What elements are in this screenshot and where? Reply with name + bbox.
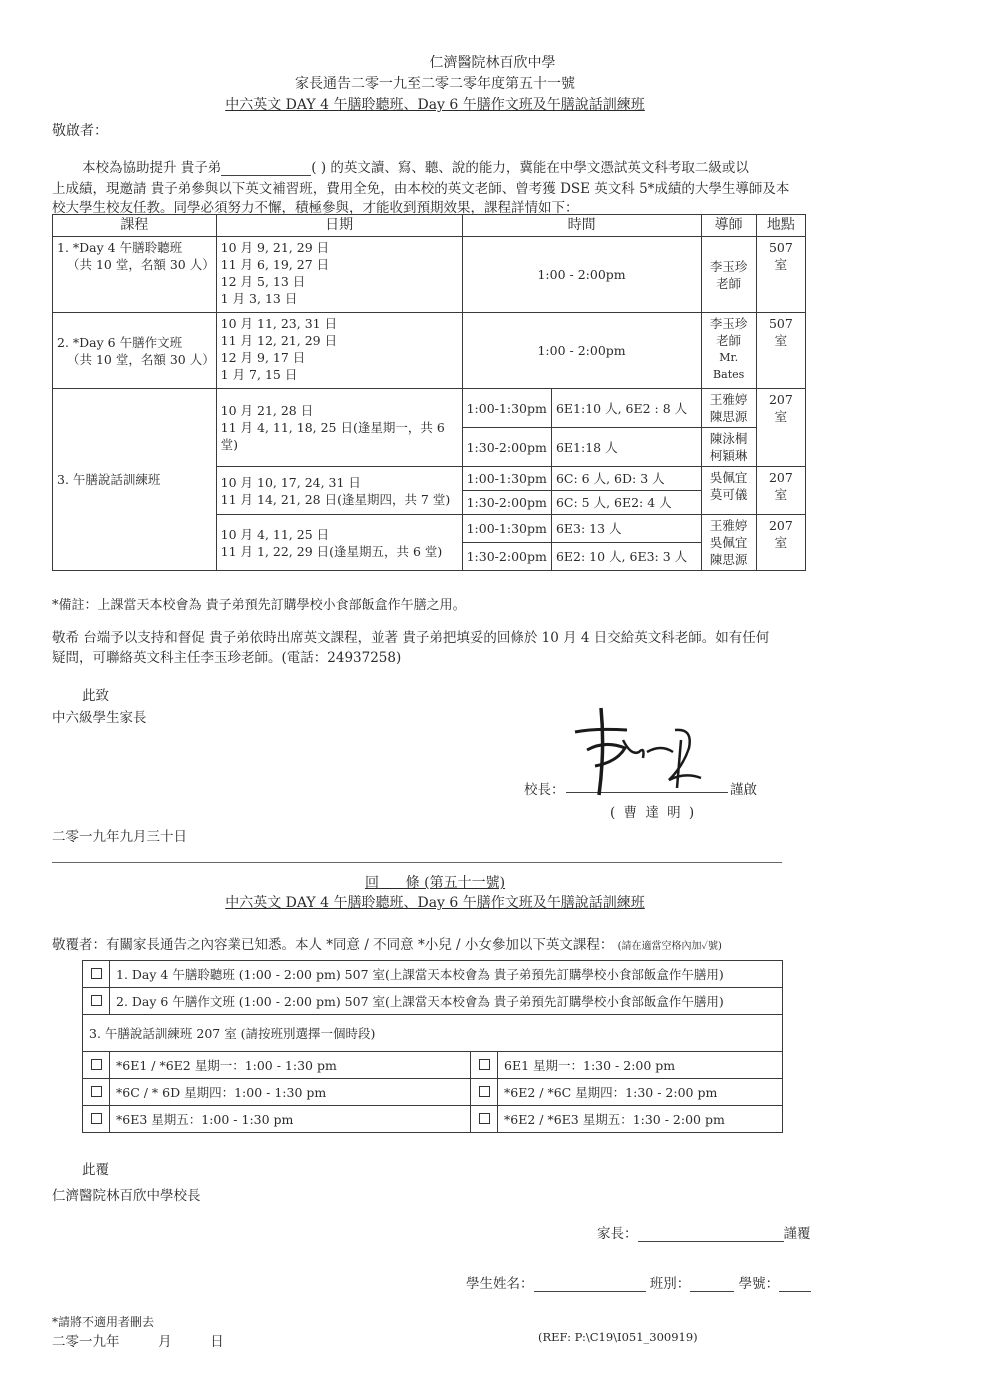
course-3-g1-tutor-1: 王雅婷 陳思源 <box>701 389 756 428</box>
header-date: 日期 <box>216 215 462 237</box>
course-3-g3-dates: 10 月 4, 11, 25 日 11 月 1, 22, 29 日(逢星期五，共 6 堂) <box>216 515 462 571</box>
slot-row <box>83 1079 783 1106</box>
slot-thu-1-label: *6C / * 6D 星期四：1:00 - 1:30 pm <box>110 1079 471 1106</box>
reply-title: 回 條 (第五十一號) <box>364 875 506 891</box>
slot-thu-2-label: *6E2 / *6C 星期四：1:30 - 2:00 pm <box>498 1079 783 1106</box>
course-3-g1-classes-1: 6E1:10 人, 6E2 : 8 人 <box>551 389 701 428</box>
table-row <box>53 389 806 428</box>
slot-row <box>83 1106 783 1133</box>
course-1-room: 507 室 <box>756 237 805 313</box>
student-name-field[interactable] <box>534 1277 646 1292</box>
notice-date: 二零一九年九月三十日 <box>52 829 187 845</box>
course-3-g1-classes-2: 6E1:18 人 <box>551 428 701 467</box>
reply-option-2[interactable] <box>83 988 783 1015</box>
checkbox-option-2[interactable] <box>83 988 110 1015</box>
intro-line-1: 本校為協助提升 貴子弟 ( ) 的英文讀、寫、聽、說的能力，冀能在中學文憑試英文科考取二級或以 <box>82 160 749 176</box>
table-row <box>53 313 806 389</box>
checkbox-slot-thu-2[interactable] <box>471 1079 498 1106</box>
reply-intro: 敬覆者：有關家長通告之內容業已知悉。本人 *同意 / 不同意 *小兒 / 小女參加以下英文課程： (請在適當空格內加✓號) <box>52 937 722 953</box>
slot-fri-1-label: *6E3 星期五：1:00 - 1:30 pm <box>110 1106 471 1133</box>
checkbox-slot-thu-1[interactable] <box>83 1079 110 1106</box>
reply-to: 仁濟醫院林百欣中學校長 <box>52 1188 201 1204</box>
school-name: 仁濟醫院林百欣中學 <box>429 55 556 71</box>
course-3-g2-tutor: 吳佩宜 莫可儀 <box>701 467 756 515</box>
course-1-tutor: 李玉珍 老師 <box>701 237 756 313</box>
student-info-row: 學生姓名： 班別： 學號： <box>466 1272 811 1292</box>
header-tutor: 導師 <box>701 215 756 237</box>
course-3-g1-room: 207 室 <box>756 389 805 467</box>
class-field[interactable] <box>690 1277 734 1292</box>
course-table <box>52 214 806 571</box>
parent-signature-row: 家長： 謹覆 <box>597 1226 811 1242</box>
parent-signature-field[interactable] <box>638 1227 784 1242</box>
reply-option-1[interactable] <box>83 961 783 988</box>
slot-row <box>83 1052 783 1079</box>
ci-fu: 此覆 <box>82 1162 109 1178</box>
reply-subject: 中六英文 DAY 4 午膳聆聽班、Day 6 午膳作文班及午膳說話訓練班 <box>225 895 645 911</box>
notice-subject: 中六英文 DAY 4 午膳聆聽班、Day 6 午膳作文班及午膳說話訓練班 <box>225 97 645 113</box>
checkbox-slot-fri-2[interactable] <box>471 1106 498 1133</box>
ref-code: (REF: P:\C19\I051_300919) <box>538 1330 698 1344</box>
principal-label: 校長： <box>524 782 565 798</box>
slot-mon-1-label: *6E1 / *6E2 星期一：1:00 - 1:30 pm <box>110 1052 471 1079</box>
student-name-blank <box>221 161 311 176</box>
header-time: 時間 <box>462 215 701 237</box>
intro-line-3: 校大學生校友任教。同學必須努力不懈，積極參與，才能收到預期效果，課程詳情如下： <box>52 200 579 216</box>
request-line-2: 疑問，可聯絡英文科主任李玉珍老師。(電話：24937258) <box>52 650 402 666</box>
course-3-g3-time-1: 1:00-1:30pm <box>462 515 551 543</box>
course-3-g1-time-2: 1:30-2:00pm <box>462 428 551 467</box>
course-3-g2-dates: 10 月 10, 17, 24, 31 日 11 月 14, 21, 28 日(逢星期四，共 7 堂) <box>216 467 462 515</box>
course-1-dates: 10 月 9, 21, 29 日 11 月 6, 19, 27 日 12 月 5, 13 日 1 月 3, 13 日 <box>216 237 462 313</box>
course-3-g2-room: 207 室 <box>756 467 805 515</box>
course-3-g3-classes-1: 6E3: 13 人 <box>551 515 701 543</box>
slot-mon-2-label: 6E1 星期一：1:30 - 2:00 pm <box>498 1052 783 1079</box>
student-number-field[interactable] <box>779 1277 811 1292</box>
course-3-g3-classes-2: 6E2: 10 人, 6E3: 3 人 <box>551 543 701 571</box>
header-course: 課程 <box>53 215 217 237</box>
delete-note: *請將不適用者刪去 <box>52 1315 155 1329</box>
course-3-g3-room: 207 室 <box>756 515 805 571</box>
course-3-g2-classes-1: 6C: 6 人, 6D: 3 人 <box>551 467 701 491</box>
option-2-label: 2. Day 6 午膳作文班 (1:00 - 2:00 pm) 507 室(上課當天本校會為 貴子弟預先訂購學校小食部飯盒作午膳用) <box>110 988 783 1015</box>
course-1-name: 1. *Day 4 午膳聆聽班 （共 10 堂，名額 30 人） <box>53 237 217 313</box>
intro-line-2: 上成績，現邀請 貴子弟參與以下英文補習班，費用全免，由本校的英文老師、曾考獲 DSE 英文科 5*成績的大學生導師及本 <box>52 181 790 197</box>
salutation: 敬啟者： <box>52 123 108 139</box>
course-3-g2-classes-2: 6C: 5 人, 6E2: 4 人 <box>551 491 701 515</box>
course-3-g2-time-1: 1:00-1:30pm <box>462 467 551 491</box>
notice-number: 家長通告二零一九至二零二零年度第五十一號 <box>295 76 575 92</box>
course-2-dates: 10 月 11, 23, 31 日 11 月 12, 21, 29 日 12 月 9, 17 日 1 月 7, 15 日 <box>216 313 462 389</box>
course-3-g1-time-1: 1:00-1:30pm <box>462 389 551 428</box>
reply-date: 二零一九年 月 日 <box>52 1334 224 1350</box>
option-3-label: 3. 午膳說話訓練班 207 室 (請按班別選擇一個時段) <box>83 1015 783 1052</box>
course-3-g1-dates: 10 月 21, 28 日 11 月 4, 11, 18, 25 日(逢星期一，共 6 堂) <box>216 389 462 467</box>
reply-option-3 <box>83 1015 783 1052</box>
ci-zhi: 此致 <box>82 688 109 704</box>
cut-line <box>52 862 782 863</box>
course-2-tutor: 李玉珍 老師 Mr. Bates <box>701 313 756 389</box>
recipient: 中六級學生家長 <box>52 710 147 726</box>
header-room: 地點 <box>756 215 805 237</box>
course-1-time: 1:00 - 2:00pm <box>462 237 701 313</box>
option-1-label: 1. Day 4 午膳聆聽班 (1:00 - 2:00 pm) 507 室(上課當天本校會為 貴子弟預先訂購學校小食部飯盒作午膳用) <box>110 961 783 988</box>
course-3-g3-tutor: 王雅婷 吳佩宜 陳思源 <box>701 515 756 571</box>
principal-signature <box>565 700 715 800</box>
course-3-g2-time-2: 1:30-2:00pm <box>462 491 551 515</box>
reply-options-table <box>82 960 783 1133</box>
course-2-room: 507 室 <box>756 313 805 389</box>
request-line-1: 敬希 台端予以支持和督促 貴子弟依時出席英文課程，並著 貴子弟把填妥的回條於 10 月 4 日交給英文科老師。如有任何 <box>52 630 770 646</box>
slot-fri-2-label: *6E2 / *6E3 星期五：1:30 - 2:00 pm <box>498 1106 783 1133</box>
checkbox-option-1[interactable] <box>83 961 110 988</box>
principal-name: ( 曹 達 明 ) <box>610 805 697 821</box>
course-2-time: 1:00 - 2:00pm <box>462 313 701 389</box>
course-3-g3-time-2: 1:30-2:00pm <box>462 543 551 571</box>
table-row <box>53 237 806 313</box>
checkbox-slot-mon-2[interactable] <box>471 1052 498 1079</box>
checkbox-slot-mon-1[interactable] <box>83 1052 110 1079</box>
course-3-g1-tutor-2: 陳泳桐 柯穎琳 <box>701 428 756 467</box>
table-header-row <box>53 215 806 237</box>
principal-suffix: 謹啟 <box>730 782 757 798</box>
course-2-name: 2. *Day 6 午膳作文班 （共 10 堂，名額 30 人） <box>53 313 217 389</box>
lunch-note: *備註：上課當天本校會為 貴子弟預先訂購學校小食部飯盒作午膳之用。 <box>52 598 466 613</box>
course-3-name: 3. 午膳說話訓練班 <box>53 389 217 571</box>
checkbox-slot-fri-1[interactable] <box>83 1106 110 1133</box>
